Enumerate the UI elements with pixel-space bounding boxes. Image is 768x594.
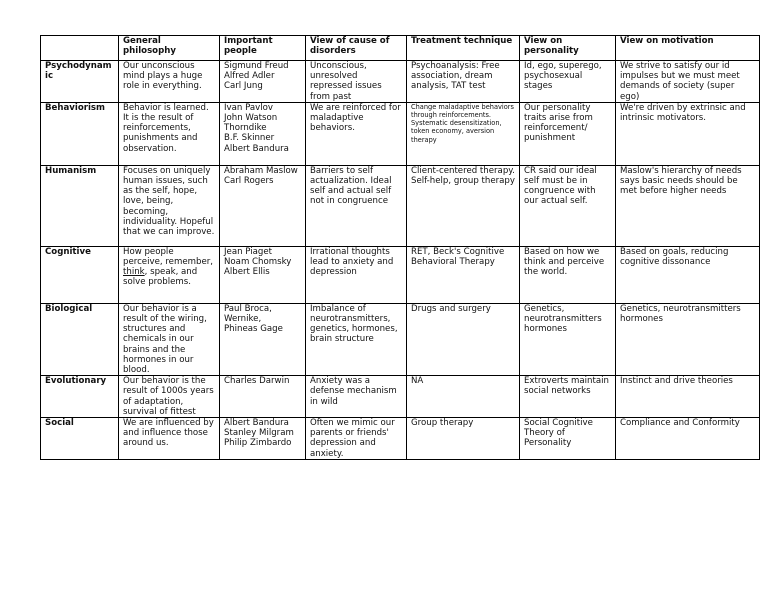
person-name: Albert Bandura [224,418,289,429]
cell-treatment [407,102,520,165]
row-label-humanism: Humanism [41,165,119,246]
header-general-philosophy: General philosophy [119,36,220,61]
person-name: B.F. Skinner [224,133,275,144]
table-row [41,61,760,103]
cell-people [220,102,306,165]
cell-people [220,303,306,375]
cell-disorders: Imbalance of neurotransmitters, genetics, hormones, brain structure [306,303,407,375]
cell-philosophy: Focuses on uniquely human issues, such as the self, hope, love, being, becoming, individuality. Hopeful that we can improve. [119,165,220,246]
header-view-on-motivation: View on motivation [616,36,760,61]
row-label-evolutionary: Evolutionary [41,376,119,418]
row-label-behaviorism: Behaviorism [41,102,119,165]
person-name: Noam Chomsky [224,257,292,268]
cell-motivation: Compliance and Conformity [616,418,760,460]
person-name: John Watson [224,113,278,124]
header-treatment-technique: Treatment technique [407,36,520,61]
cell-disorders: Unconscious, unresolved repressed issues from past [306,61,407,103]
cell-disorders: Often we mimic our parents or friends' depression and anxiety. [306,418,407,460]
row-label-psychodynamic: Psychodynamic [41,61,119,103]
cell-personality: Based on how we think and perceive the world. [520,246,616,303]
cell-disorders: Barriers to self actualization. Ideal self and actual self not in congruence [306,165,407,246]
cell-people [220,246,306,303]
person-name: Albert Ellis [224,267,270,278]
header-cause-of-disorders: View of cause of disorders [306,36,407,61]
psychology-perspectives-table [40,35,760,460]
cell-people [220,165,306,246]
cell-people [220,61,306,103]
header-view-on-personality: View on personality [520,36,616,61]
philosophy-text: , speak, and solve problems. [123,267,198,288]
person-name: Albert Bandura [224,143,289,154]
cell-motivation: Maslow's hierarchy of needs says basic needs should be met before higher needs [616,165,760,246]
cell-treatment: RET, Beck's Cognitive Behavioral Therapy [407,246,520,303]
cell-personality: Extroverts maintain social networks [520,376,616,418]
table-row [41,165,760,246]
cell-disorders: Irrational thoughts lead to anxiety and depression [306,246,407,303]
person-name: Philip Zimbardo [224,438,292,449]
cell-personality: Our personality traits arise from reinforcement/ punishment [520,102,616,165]
cell-treatment: Psychoanalysis: Free association, dream analysis, TAT test [407,61,520,103]
treatment-text: Change maladaptive behaviors through reinforcements. Systematic desensitization, token economy, aversion therapy [411,102,514,144]
cell-personality: Id, ego, superego, psychosexual stages [520,61,616,103]
person-name: Carl Jung [224,81,263,92]
cell-treatment: Drugs and surgery [407,303,520,375]
cell-treatment: Group therapy [407,418,520,460]
cell-treatment: NA [407,376,520,418]
table-row [41,376,760,418]
cell-philosophy: We are influenced by and influence those around us. [119,418,220,460]
cell-motivation: Genetics, neurotransmitters hormones [616,303,760,375]
header-corner-cell [41,36,119,61]
person-name: Thorndike [224,123,267,134]
cell-people [220,376,306,418]
cell-philosophy: Our behavior is a result of the wiring, structures and chemicals in our brains and the hormones in our blood. [119,303,220,375]
person-name: Jean Piaget [224,246,273,257]
header-important-people: Important people [220,36,306,61]
row-label-biological: Biological [41,303,119,375]
table-row [41,246,760,303]
person-name: Alfred Adler [224,71,275,82]
cell-motivation: Instinct and drive theories [616,376,760,418]
person-name: Carl Rogers [224,176,274,187]
row-label-social: Social [41,418,119,460]
cell-motivation: Based on goals, reducing cognitive dissonance [616,246,760,303]
table-row [41,102,760,165]
cell-personality: Genetics, neurotransmitters hormones [520,303,616,375]
person-name: Ivan Pavlov [224,102,273,113]
row-label-cognitive: Cognitive [41,246,119,303]
cell-disorders: We are reinforced for maladaptive behaviors. [306,102,407,165]
person-name: Stanley Milgram [224,428,294,439]
cell-philosophy: Our unconscious mind plays a huge role in everything. [119,61,220,103]
person-name: Wernike, [224,314,262,325]
underlined-word: think [123,267,145,278]
philosophy-text: How people perceive, remember, [123,246,213,268]
cell-philosophy: Our behavior is the result of 1000s years of adaptation, survival of fittest [119,376,220,418]
cell-treatment: Client-centered therapy. Self-help, group therapy [407,165,520,246]
cell-personality: CR said our ideal self must be in congruence with our actual self. [520,165,616,246]
person-name: Paul Broca, [224,303,272,314]
person-name: Charles Darwin [224,376,290,387]
person-name: Sigmund Freud [224,61,289,71]
cell-personality: Social Cognitive Theory of Personality [520,418,616,460]
person-name: Phineas Gage [224,324,283,335]
cell-motivation: We strive to satisfy our id impulses but we must meet demands of society (super ego) [616,61,760,103]
person-name: Abraham Maslow [224,165,298,176]
cell-disorders: Anxiety was a defense mechanism in wild [306,376,407,418]
cell-motivation: We're driven by extrinsic and intrinsic motivators. [616,102,760,165]
table-row [41,418,760,460]
cell-people [220,418,306,460]
header-row [41,36,760,61]
table-row [41,303,760,375]
cell-philosophy: Behavior is learned. It is the result of reinforcements, punishments and observation. [119,102,220,165]
cell-philosophy [119,246,220,303]
